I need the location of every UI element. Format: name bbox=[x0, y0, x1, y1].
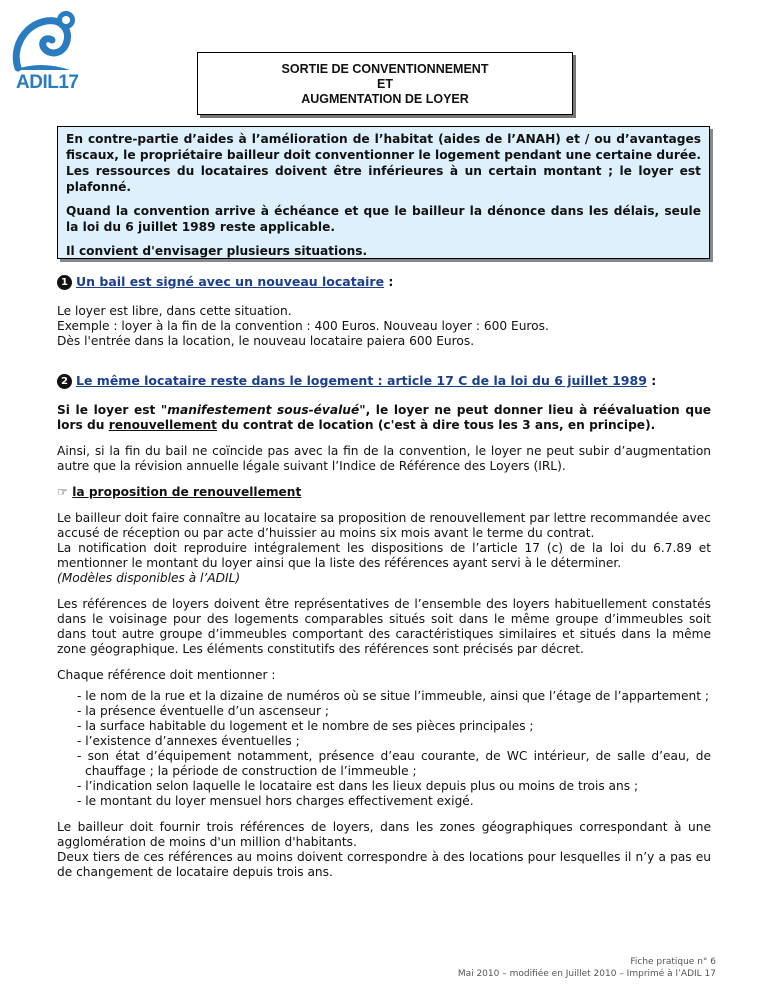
intro-paragraph-3: Il convient d'envisager plusieurs situations. bbox=[66, 244, 368, 258]
section-1-link[interactable]: Un bail est signé avec un nouveau locataire bbox=[76, 274, 385, 289]
list-item: - le nom de la rue et la dizaine de numéros où se situe l’immeuble, ainsi que l’étage de l’appartement ; bbox=[77, 689, 710, 703]
list-item: - la présence éventuelle d’un ascenseur ; bbox=[77, 704, 329, 718]
section-2-link[interactable]: Le même locataire reste dans le logement : article 17 C de la loi du 6 juillet 1989 bbox=[76, 373, 647, 388]
document-title bbox=[197, 52, 573, 115]
section-2-paragraph-5: Chaque référence doit mentionner : bbox=[57, 668, 276, 682]
section-1-heading: 1 Un bail est signé avec un nouveau locataire : bbox=[57, 274, 711, 290]
number-1-icon: 1 bbox=[57, 275, 72, 290]
section-1-line-3: Dès l'entrée dans la location, le nouveau locataire paiera 600 Euros. bbox=[57, 334, 475, 348]
section-2-paragraph-4: Les références de loyers doivent être représentatives de l’ensemble des loyers habituellement constatés dans le voisinage pour des logements comparables situés soit dans le même groupe d’immeubles soit dans tout autre groupe d’immeubles comportant des caractéristiques similaires et situés dans la même zone géographique. Les éléments constitutifs des références sont précisés par décret. bbox=[57, 597, 711, 656]
list-item: - la surface habitable du logement et le nombre de ses pièces principales ; bbox=[77, 719, 534, 733]
section-2-paragraph-3c: (Modèles disponibles à l’ADIL) bbox=[57, 571, 241, 585]
title-line-3: AUGMENTATION DE LOYER bbox=[301, 92, 469, 106]
main-content bbox=[57, 266, 711, 880]
section-2-paragraph-2: Ainsi, si la fin du bail ne coïncide pas avec la fin de la convention, le loyer ne peut subir d’augmentation autre que la révision annuelle légale suivant l’Indice de Référence des Loyers (IRL). bbox=[57, 444, 711, 473]
pointing-hand-icon: ☞ bbox=[57, 485, 68, 499]
list-item: - le montant du loyer mensuel hors charges effectivement exigé. bbox=[77, 794, 474, 808]
list-item: - l’existence d’annexes éventuelles ; bbox=[77, 734, 300, 748]
section-2-paragraph-6a: Le bailleur doit fournir trois références de loyers, dans les zones géographiques correspondant à une agglomération de moins d'un million d'habitants. bbox=[57, 820, 711, 849]
title-line-1: SORTIE DE CONVENTIONNEMENT bbox=[281, 62, 489, 76]
section-1-line-1: Le loyer est libre, dans cette situation. bbox=[57, 304, 292, 318]
adil-logo bbox=[10, 10, 100, 93]
intro-box bbox=[57, 126, 710, 259]
intro-paragraph-1: En contre-partie d’aides à l’amélioration de l’habitat (aides de l’ANAH) et / ou d’avantages fiscaux, le propriétaire bailleur doit conventionner le logement pendant une certaine durée. Les ressources du locataires doivent être inférieures à un certain montant ; le loyer est plafonné. bbox=[66, 132, 701, 194]
number-2-icon: 2 bbox=[57, 374, 72, 389]
section-1-line-2: Exemple : loyer à la fin de la convention : 400 Euros. Nouveau loyer : 600 Euros. bbox=[57, 319, 549, 333]
footer-line-1: Fiche pratique n° 6 bbox=[630, 957, 716, 967]
section-2-paragraph-1: Si le loyer est "manifestement sous-évalué", le loyer ne peut donner lieu à réévaluation que lors du renouvellement du contrat de location (c'est à dire tous les 3 ans, en principe). bbox=[57, 403, 712, 432]
reference-list bbox=[57, 689, 711, 809]
section-2-paragraph-3b: La notification doit reproduire intégralement les dispositions de l’article 17 (c) de la loi du 6.7.89 et mentionner le montant du loyer ainsi que la liste des références ayant servi à le déterminer. bbox=[57, 541, 711, 570]
snail-logo-icon bbox=[10, 10, 100, 72]
title-line-2: ET bbox=[377, 77, 393, 91]
list-item: - son état d’équipement notamment, présence d’eau courante, de WC intérieur, de salle d’eau, de chauffage ; la période de construction de l’immeuble ; bbox=[77, 749, 711, 778]
list-item: - l’indication selon laquelle le locataire est dans les lieux depuis plus ou moins de trois ans ; bbox=[77, 779, 639, 793]
section-2-paragraph-3a: Le bailleur doit faire connaître au locataire sa proposition de renouvellement par lettre recommandée avec accusé de réception ou par acte d’huissier au moins six mois avant le terme du contrat. bbox=[57, 511, 711, 540]
section-2-paragraph-6b: Deux tiers de ces références au moins doivent correspondre à des locations pour lesquelles il n’y a pas eu de changement de locataire depuis trois ans. bbox=[57, 850, 711, 879]
intro-paragraph-2: Quand la convention arrive à échéance et que le bailleur la dénonce dans les délais, seule la loi du 6 juillet 1989 reste applicable. bbox=[66, 204, 701, 234]
footer bbox=[458, 956, 716, 980]
logo-text: ADIL17 bbox=[16, 72, 79, 93]
footer-line-2: Mai 2010 – modifiée en Juillet 2010 – Imprimé à l’ADIL 17 bbox=[457, 969, 716, 979]
subsection-heading: ☞ la proposition de renouvellement bbox=[57, 485, 302, 499]
section-2-heading: 2 Le même locataire reste dans le logement : article 17 C de la loi du 6 juillet 1989 : bbox=[57, 373, 711, 389]
